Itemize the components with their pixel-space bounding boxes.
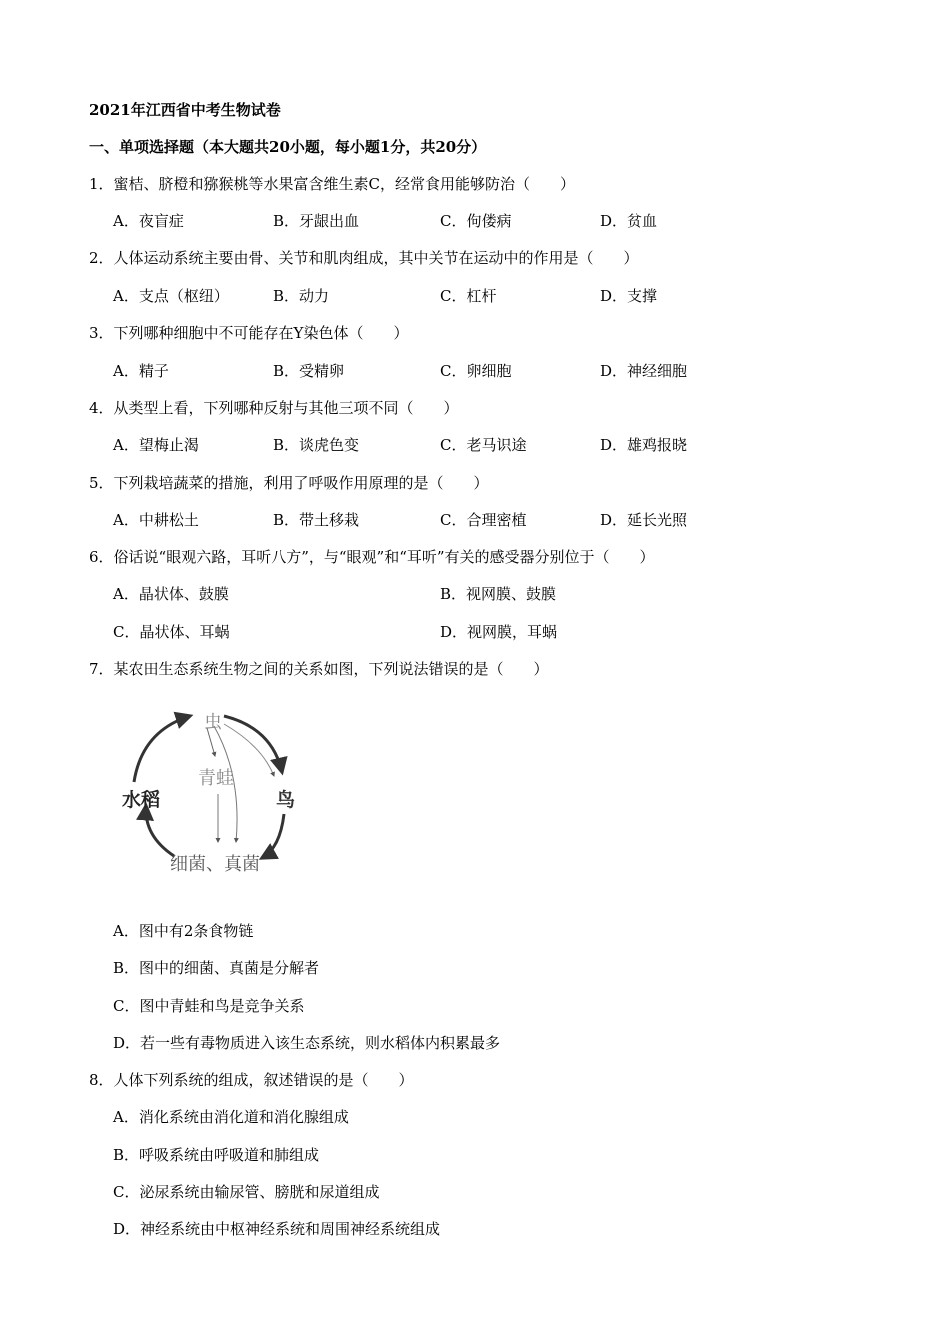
question-6-option-c[interactable]: C．晶状体、耳蜗	[113, 623, 230, 641]
arrow-bird-to-decomposer	[262, 814, 284, 858]
question-7-option-a[interactable]: A．图中有2条食物链	[113, 922, 254, 940]
question-4-stem: 4．从类型上看，下列哪种反射与其他三项不同（ ）	[89, 399, 459, 417]
question-6-option-b[interactable]: B．视网膜、鼓膜	[440, 585, 557, 603]
node-insect: 虫	[204, 712, 222, 733]
question-1-option-c[interactable]: C．佝偻病	[440, 212, 512, 230]
question-8-option-c[interactable]: C．泌尿系统由输尿管、膀胱和尿道组成	[113, 1183, 380, 1201]
question-5-option-b[interactable]: B．带土移栽	[273, 511, 360, 529]
question-7-option-c[interactable]: C．图中青蛙和鸟是竞争关系	[113, 997, 305, 1015]
arrow-decomposer-to-rice	[146, 806, 174, 856]
question-3-option-c[interactable]: C．卵细胞	[440, 362, 512, 380]
food-web-diagram	[112, 706, 302, 882]
node-frog: 青蛙	[198, 768, 234, 789]
question-7-stem: 7．某农田生态系统生物之间的关系如图，下列说法错误的是（ ）	[89, 660, 549, 678]
question-4-option-d[interactable]: D．雄鸡报晓	[600, 436, 688, 454]
paper-title: 2021年江西省中考生物试卷	[89, 101, 281, 119]
question-4-option-a[interactable]: A．望梅止渴	[113, 436, 199, 454]
question-3-stem: 3．下列哪种细胞中不可能存在Y染色体（ ）	[89, 324, 409, 342]
question-8-option-b[interactable]: B．呼吸系统由呼吸道和肺组成	[113, 1146, 320, 1164]
question-6-stem: 6．俗话说“眼观六路，耳听八方”，与“眼观”和“耳听”有关的感受器分别位于（ ）	[89, 548, 655, 566]
question-8-option-d[interactable]: D．神经系统由中枢神经系统和周围神经系统组成	[113, 1220, 441, 1238]
question-8-stem: 8．人体下列系统的组成，叙述错误的是（ ）	[89, 1071, 414, 1089]
question-4-option-b[interactable]: B．谈虎色变	[273, 436, 360, 454]
question-2-option-b[interactable]: B．动力	[273, 287, 330, 305]
question-6-option-a[interactable]: A．晶状体、鼓膜	[113, 585, 229, 603]
question-7-option-b[interactable]: B．图中的细菌、真菌是分解者	[113, 959, 320, 977]
question-6-option-d[interactable]: D．视网膜，耳蜗	[440, 623, 558, 641]
question-2-stem: 2．人体运动系统主要由骨、关节和肌肉组成，其中关节在运动中的作用是（ ）	[89, 249, 639, 267]
question-1-option-a[interactable]: A．夜盲症	[113, 212, 184, 230]
question-8-option-a[interactable]: A．消化系统由消化道和消化腺组成	[113, 1108, 349, 1126]
question-5-option-a[interactable]: A．中耕松土	[113, 511, 199, 529]
question-5-stem: 5．下列栽培蔬菜的措施，利用了呼吸作用原理的是（ ）	[89, 474, 489, 492]
question-2-option-d[interactable]: D．支撑	[600, 287, 658, 305]
arrow-rice-to-insect	[134, 716, 190, 782]
node-bird: 鸟	[276, 789, 296, 811]
question-5-option-d[interactable]: D．延长光照	[600, 511, 688, 529]
question-1-option-b[interactable]: B．牙龈出血	[273, 212, 360, 230]
question-3-option-b[interactable]: B．受精卵	[273, 362, 345, 380]
question-2-option-c[interactable]: C．杠杆	[440, 287, 497, 305]
question-1-option-d[interactable]: D．贫血	[600, 212, 658, 230]
question-3-option-a[interactable]: A．精子	[113, 362, 169, 380]
node-rice: 水稻	[122, 789, 161, 811]
question-2-option-a[interactable]: A．支点（枢纽）	[113, 287, 229, 305]
node-decomposer: 细菌、真菌	[170, 854, 260, 875]
section-heading: 一、单项选择题（本大题共20小题，每小题1分，共20分）	[89, 138, 487, 156]
arrow-insect-to-bird	[224, 716, 282, 772]
question-5-option-c[interactable]: C．合理密植	[440, 511, 527, 529]
question-1-stem: 1．蜜桔、脐橙和猕猴桃等水果富含维生素C，经常食用能够防治（ ）	[89, 175, 576, 193]
question-4-option-c[interactable]: C．老马识途	[440, 436, 527, 454]
question-3-option-d[interactable]: D．神经细胞	[600, 362, 688, 380]
question-7-option-d[interactable]: D．若一些有毒物质进入该生态系统，则水稻体内积累最多	[113, 1034, 501, 1052]
